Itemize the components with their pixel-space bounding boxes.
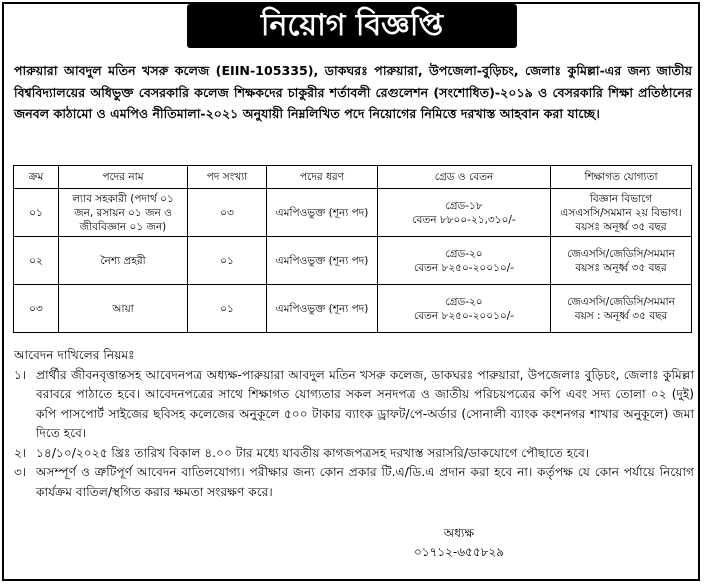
cell-grade xyxy=(378,285,551,333)
header-serial: ক্রম xyxy=(14,166,59,189)
table-row xyxy=(14,189,692,237)
cell-post: আয়া xyxy=(59,285,188,333)
posts-table xyxy=(13,165,692,333)
cell-serial: ০১ xyxy=(14,189,59,237)
header-post: পদের নাম xyxy=(59,166,188,189)
table-header-row xyxy=(14,166,692,189)
header-grade: গ্রেড ও বেতন xyxy=(378,166,551,189)
rule-item xyxy=(14,366,694,444)
cell-qualification xyxy=(551,285,692,333)
rule-text: প্রার্থীর জীবনবৃত্তান্তসহ আবেদনপত্র অধ্যক্ষ-পারুয়ারা আবদুল মতিন খসরু কলেজ, ডাকঘরঃ পারুয়ারা, উপজেলাঃ বুড়িচং, জেলাঃ কুমিল্লা বরাবরে পাঠাতে হবে। আবেদনপত্রের সাথে শিক্ষাগত যোগ্যতার সকল সনদপত্র ও জাতীয় পরিচয়পত্রের কপি এবং সদ্য তোলা ০২ (দুই) কপি পাসপোর্ট সাইজের ছবিসহ কলেজের অনুকূলে ৫০০ টাকার ব্যাংক ড্রাফট/পে-অর্ডার (সোনালী ব্যাংক কংশনগর শাখার অনুকূলে) জমা দিতে হবে। xyxy=(36,367,694,440)
cell-serial: ০২ xyxy=(14,237,59,285)
age-limit: বয়স : অনূর্ধ্ব ৩৫ বছর xyxy=(574,309,668,322)
grade-label: গ্রেড-২০ xyxy=(445,247,483,260)
table-row xyxy=(14,285,692,333)
table-row xyxy=(14,237,692,285)
cell-grade xyxy=(378,237,551,285)
cell-qualification xyxy=(551,237,692,285)
rule-number: ৩। xyxy=(14,465,27,479)
rule-number: ২। xyxy=(14,445,27,460)
rule-item xyxy=(14,463,694,502)
intro-paragraph: পারুয়ারা আবদুল মতিন খসরু কলেজ (EIIN-105335), ডাকঘরঃ পারুয়ারা, উপজেলা-বুড়িচং, জেলাঃ কুমিল্লা-এর জন্য জাতীয় বিশ্ববিদ্যালয়ের অধিভুক্ত বেসরকারি কলেজ শিক্ষকদের চাকুরীর শর্তাবলী রেগুলেশন (সংশোধিত)-২০১৯ ও বেসরকারি শিক্ষা প্রতিষ্ঠানের জনবল কাঠামো ও এমপিও নীতিমালা-২০২১ অনুযায়ী নিম্নলিখিত পদে নিয়োগের নিমিত্তে দরখাস্ত আহবান করা যাচ্ছে। xyxy=(14,63,692,121)
notice-title: নিয়োগ বিজ্ঞপ্তি xyxy=(187,4,517,48)
qualification-line: বিজ্ঞান বিভাগে xyxy=(589,192,653,205)
header-qualification: শিক্ষাগত যোগ্যতা xyxy=(551,166,692,189)
qualification-line: এসএসসি/সমমান ২য় বিভাগ। xyxy=(560,206,682,219)
grade-label: গ্রেড-২০ xyxy=(445,295,483,308)
salary-label: বেতন ৮৮০০-২১,৩১০/- xyxy=(412,213,516,226)
cell-serial: ০৩ xyxy=(14,285,59,333)
qualification-line: জেএসসি/জেডিসি/সমমান xyxy=(567,247,675,260)
cell-count: ০৩ xyxy=(188,189,267,237)
header-type: পদের ধরণ xyxy=(267,166,378,189)
rule-item xyxy=(14,444,694,464)
qualification-line: জেএসসি/জেডিসি/সমমান xyxy=(567,295,675,308)
application-rules xyxy=(14,346,694,502)
signatory-title: অধ্যক্ষ xyxy=(443,526,475,540)
age-limit: বয়সঃ অনূর্ধ্ব ৩৫ বছর xyxy=(575,261,667,274)
salary-label: বেতন ৮২৫০-২০০১০/- xyxy=(413,309,515,322)
cell-qualification xyxy=(551,189,692,237)
cell-type: এমপিওভুক্ত (শূন্য পদ) xyxy=(267,285,378,333)
rule-text: ১৪/১০/২০২৫ খ্রিঃ তারিখ বিকাল ৪.০০ টার মধ্যে যাবতীয় কাগজপত্রসহ দরখাস্ত সরাসরি/ডাকযোগে পৌছাতে হবে। xyxy=(36,445,590,460)
signature-block xyxy=(414,524,504,562)
age-limit: বয়সঃ অনূর্ধ্ব ৩৫ বছর xyxy=(575,220,667,233)
cell-count: ০১ xyxy=(188,285,267,333)
rule-number: ১। xyxy=(14,367,27,382)
cell-grade xyxy=(378,189,551,237)
cell-post: ল্যাব সহকারী (পদার্থ ০১ জন, রসায়ন ০১ জন ও জীববিজ্ঞান ০১ জন) xyxy=(59,189,188,237)
grade-label: গ্রেড-১৮ xyxy=(445,199,483,212)
cell-type: এমপিওভুক্ত (শূন্য পদ) xyxy=(267,237,378,285)
rule-text: অসম্পূর্ণ ও ত্রুটিপূর্ণ আবেদন বাতিলযোগ্য। পরীক্ষার জন্য কোন প্রকার টি.এ/ডি.এ প্রদান করা হবে না। কর্তৃপক্ষ যে কোন পর্যায়ে নিয়োগ কার্যক্রম বাতিল/স্থগিত করার ক্ষমতা সংরক্ষণ করে। xyxy=(36,465,694,499)
cell-post: নৈশ্য প্রহরী xyxy=(59,237,188,285)
rules-title: আবেদন দাখিলের নিয়মঃ xyxy=(14,348,135,362)
header-count: পদ সংখ্যা xyxy=(188,166,267,189)
cell-type: এমপিওভুক্ত (শূন্য পদ) xyxy=(267,189,378,237)
salary-label: বেতন ৮২৫০-২০০১০/- xyxy=(413,261,515,274)
contact-phone: ০১৭১২-৬৫৫৮২৯ xyxy=(413,545,504,559)
cell-count: ০১ xyxy=(188,237,267,285)
